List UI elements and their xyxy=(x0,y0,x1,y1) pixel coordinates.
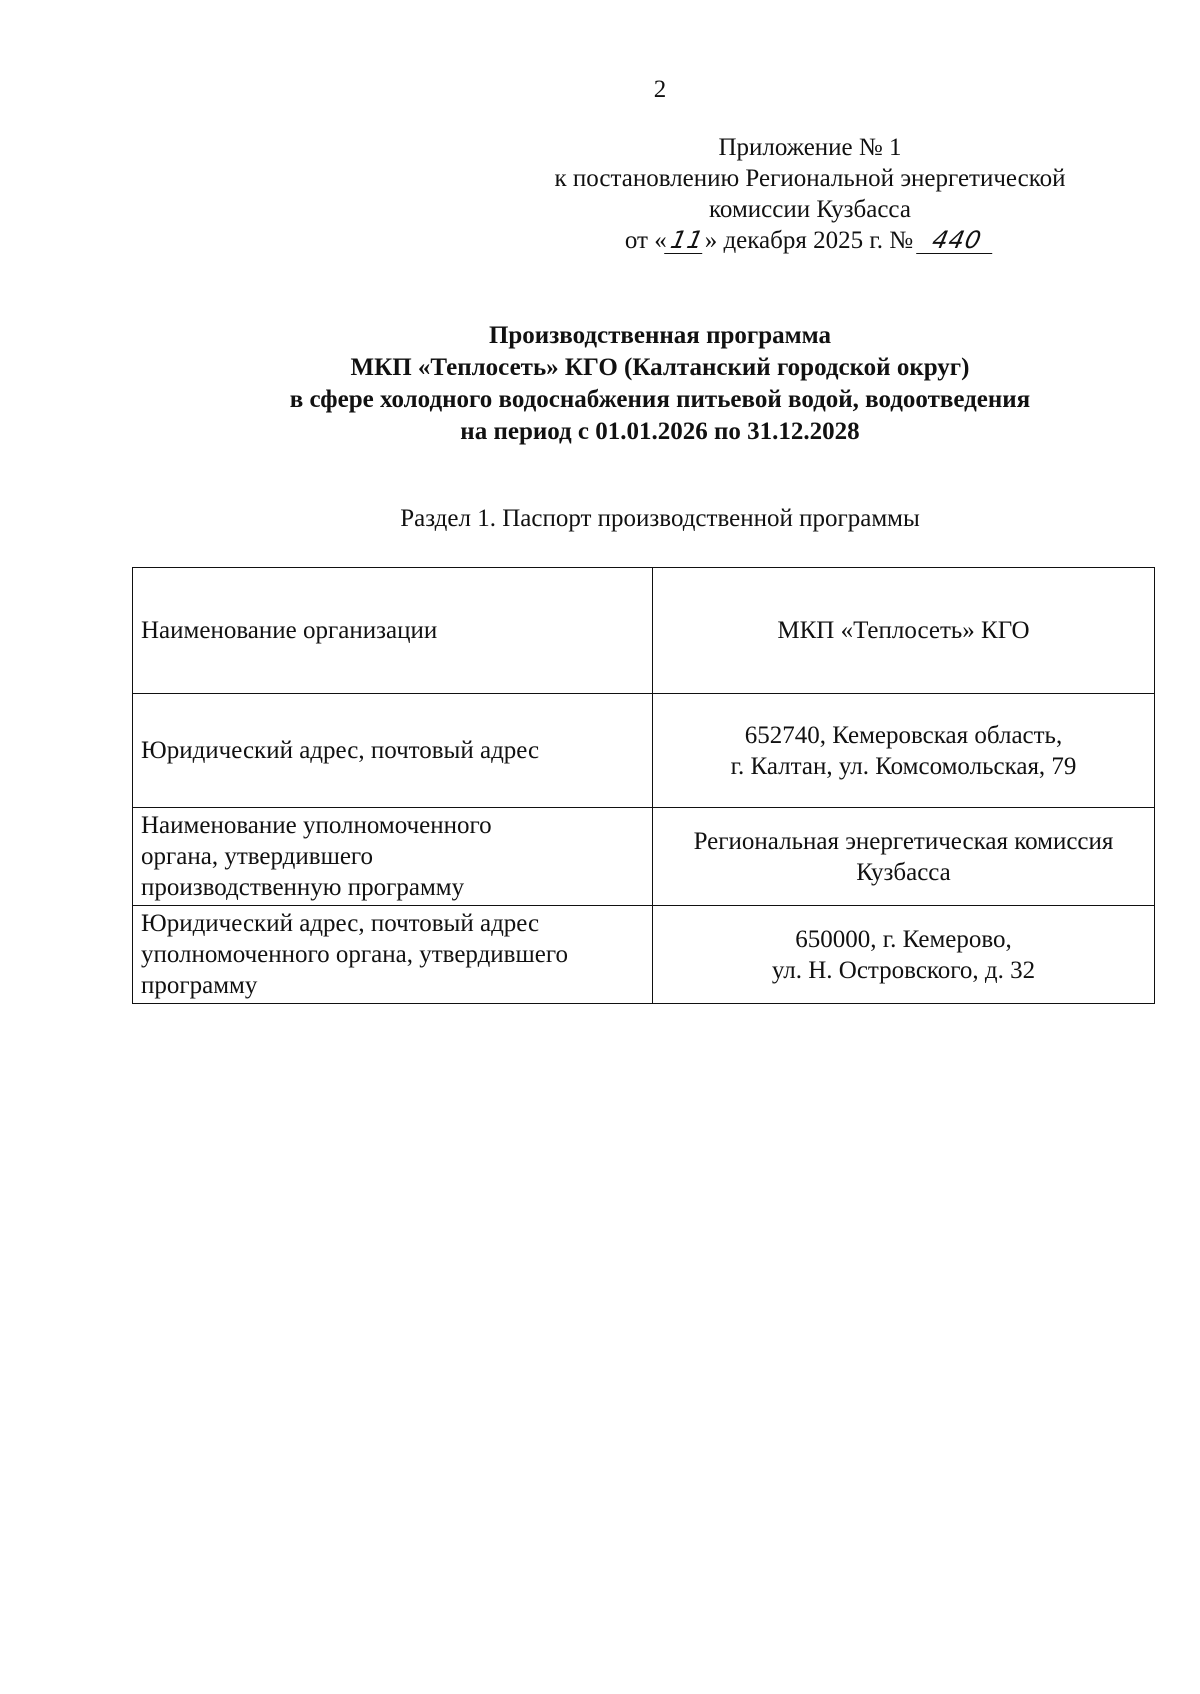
date-prefix: от « xyxy=(624,227,667,254)
row-label-line: уполномоченного органа, утвердившего xyxy=(141,941,568,968)
row-value-line: г. Калтан, ул. Комсомольская, 79 xyxy=(730,752,1077,780)
row-value xyxy=(653,568,1155,694)
appendix-issuer: комиссии Кузбасса xyxy=(709,196,911,223)
date-suffix: » декабря 2025 г. № xyxy=(704,227,914,254)
table-row xyxy=(133,808,1155,906)
title-line-2: МКП «Теплосеть» КГО (Калтанский городской округ) xyxy=(350,354,970,381)
handwritten-number: 440 xyxy=(916,227,998,254)
row-value xyxy=(653,906,1155,1004)
row-value-line: ул. Н. Островского, д. 32 xyxy=(771,956,1036,984)
table-row xyxy=(133,906,1155,1004)
row-label-line: производственную программу xyxy=(141,874,465,901)
row-label-line: Наименование уполномоченного xyxy=(141,812,492,839)
table-row xyxy=(133,568,1155,694)
title-line-1: Производственная программа xyxy=(488,322,832,349)
table-row xyxy=(133,694,1155,808)
row-label-line: Юридический адрес, почтовый адрес xyxy=(141,910,540,937)
appendix-date-line xyxy=(480,225,1140,256)
appendix-reference: к постановлению Региональной энергетической xyxy=(554,165,1066,192)
row-label-line: Юридический адрес, почтовый адрес xyxy=(141,737,540,764)
row-value-line: 650000, г. Кемерово, xyxy=(795,925,1012,953)
row-value-line: Региональная энергетическая комиссия xyxy=(693,827,1114,855)
row-label xyxy=(133,694,653,808)
row-label-line: Наименование организации xyxy=(141,617,438,644)
row-value xyxy=(653,694,1155,808)
row-label xyxy=(133,568,653,694)
row-label-line: программу xyxy=(141,972,258,999)
title-line-3: в сфере холодного водоснабжения питьевой водой, водоотведения xyxy=(289,386,1031,413)
row-value-line: Кузбасса xyxy=(856,858,951,886)
passport-table xyxy=(132,567,1155,1004)
row-value-line: 652740, Кемеровская область, xyxy=(744,721,1063,749)
document-title xyxy=(0,320,1200,448)
row-label xyxy=(133,906,653,1004)
section-title: Раздел 1. Паспорт производственной программы xyxy=(400,505,920,532)
row-value-line: МКП «Теплосеть» КГО xyxy=(777,617,1030,644)
title-line-4: на период с 01.01.2026 по 31.12.2028 xyxy=(460,418,860,445)
appendix-header xyxy=(480,132,1140,256)
row-label-line: органа, утвердившего xyxy=(141,843,374,870)
page-number: 2 xyxy=(653,76,667,103)
row-value xyxy=(653,808,1155,906)
row-label xyxy=(133,808,653,906)
handwritten-day: 11 xyxy=(664,227,708,254)
appendix-title: Приложение № 1 xyxy=(718,134,902,161)
